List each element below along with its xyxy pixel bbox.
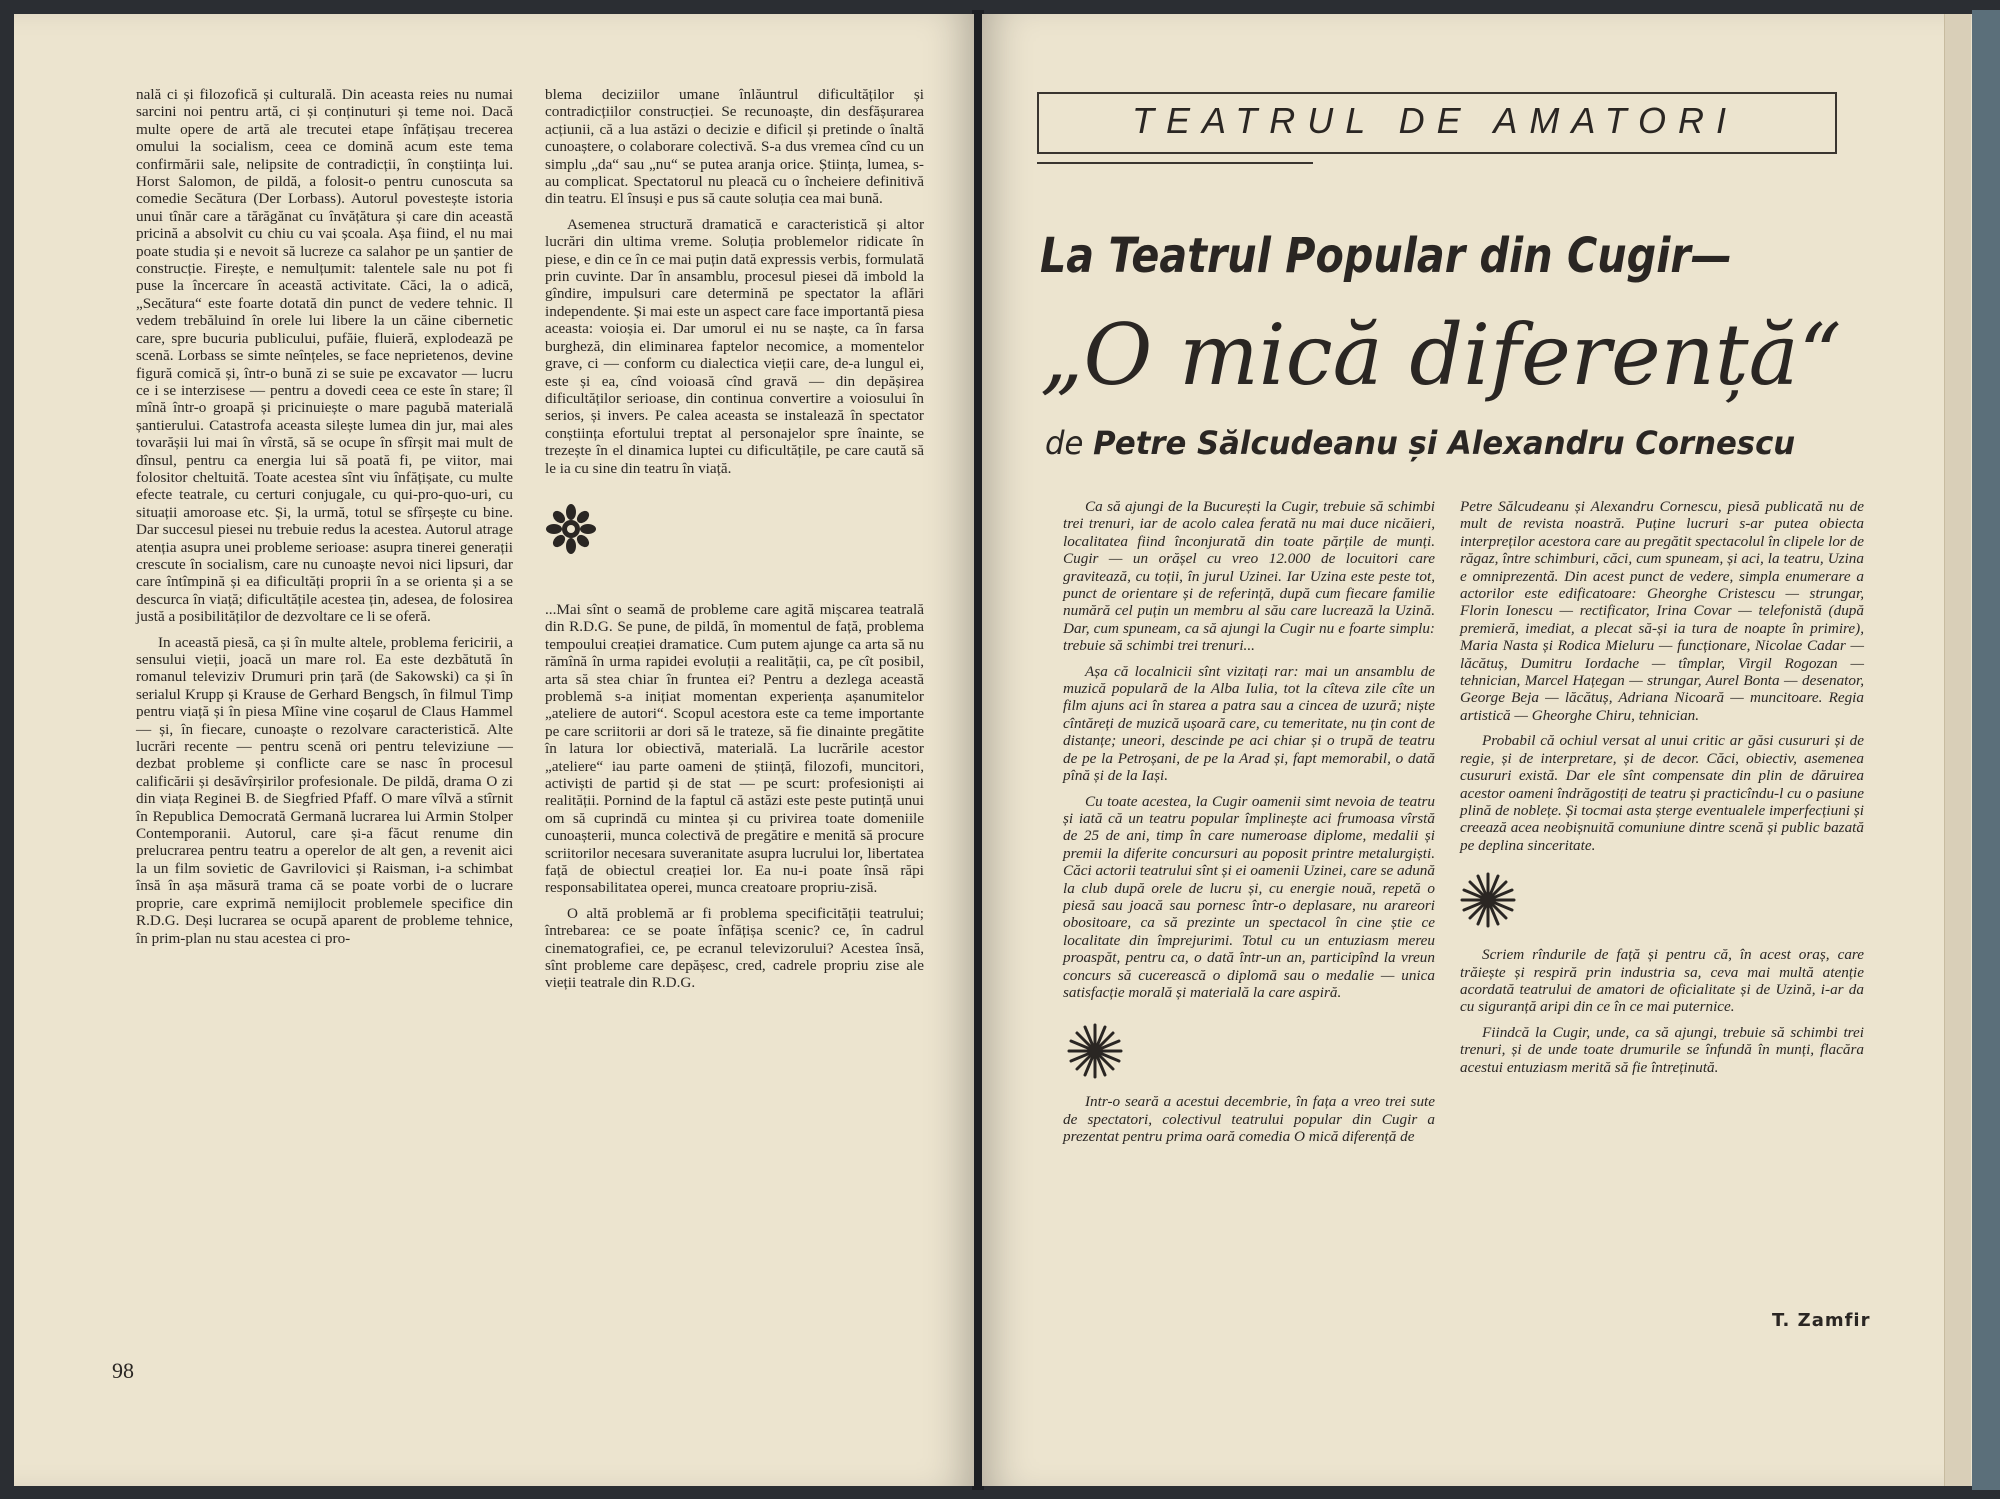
paragraph: Așa că localnicii sînt vizitați rar: mai un ansamblu de muzică populară de la Alba Iulia, tot la cîteva zile cîte un film ajuns aci în starea a patra sau a cincea de uzură; niște cîntăreți de muzică ușoară care, cu temeritate, nu țin cont de distanțe; uneori, descinde pe aci chiar și o trupă de teatru de pe la Petroșani, de pe la Arad și, fapt memorabil, o dată pînă și de la Iași. [1063, 662, 1435, 785]
paragraph: Probabil că ochiul versat al unui critic ar găsi cusururi și de regie, și de interpretare, și de decor. Căci, obiectiv, asemenea cusururi există. Dar ele sînt compensate din plin de dăruirea acestor oameni îndrăgostiți de teatru și practicîndu-l cu o pasiune plină de noblețe. Și tocmai asta șterge eventualele imperfecțiuni și creează acea neobișnuită comuniune dintre scenă și public bazată pe deplina sinceritate. [1460, 732, 1864, 854]
paragraph: In această piesă, ca și în multe altele, problema fericirii, a sensului vieții, joacă un mare rol. Ea este dezbătută în romanul televiziv Drumuri prin țară (de Sakowski) ca și în serialul Krupp și Krause de Gerhard Bengsch, în filmul Timp pentru viață și în piesa Mîine vine coșarul de Claus Hammel — și, în fiecare, cunoaște o rezolvare caracteristică. Alte lucrări recente — pentru scenă ori pentru televiziune — dezbat probleme și conflicte care se nasc în procesul calificării și desăvîrșirilor profesionale. De pildă, drama O zi din viața Reginei B. de Siegfried Pfaff. O mare vîlvă a stîrnit în Republica Democrată Germană lucrarea lui Armin Stolper Contemporanii. Autorul, care și-a făcut renume din prelucrarea pentru teatru a operelor de alt gen, a revenit aici la un film sovietic de Gavrilovici și Raisman, i-a schimbat însă în așa măsură trama că se poate vorbi de o lucrare proprie, care exprimă nemijlocit problemele specifice din R.D.G. Deși lucrarea se ocupă aparent de probleme tehnice, în prim-plan nu stau acestea ci pro- [136, 633, 513, 947]
header-underline [1037, 162, 1313, 164]
section-header: TEATRUL DE AMATORI [1131, 100, 1739, 141]
paragraph: Petre Sălcudeanu și Alexandru Cornescu, piesă publicată nu de mult de revista noastră. Puține lucruri s-ar putea obiecta interpreților acestora care au pregătit spectacolul în clipele lor de răgaz, între schimburi, căci, cum spuneam, și aci, la teatru, Uzina e omniprezentă. Din acest punct de vedere, simpla enumerare a actorilor este edificatoare: Gheorghe Cristescu — strungar, Florin Ionescu — rectificator, Irina Covar — telefonistă (după premieră, imediat, a plecat să-și ia tura de noapte în primire), Maria Nasta și Rodica Mieluru — funcționare, Nicolae Cadar — lăcătuș, Dumitru Iordache — tîmplar, Virgil Rogozan — tehnician, Marcel Hațegan — strungar, Aurel Bonta — desenator, George Beja — lăcătuș, Adriana Nicoară — muncitoare. Regia artistică — Gheorghe Chiru, tehnician. [1460, 498, 1864, 724]
article-title-line-1: La Teatrul Popular din Cugir— [1040, 228, 1732, 284]
subtitle-authors: Petre Sălcudeanu și Alexandru Cornescu [1093, 424, 1796, 462]
subtitle-prefix: de [1045, 424, 1084, 462]
ornament-spacer [1063, 1009, 1435, 1093]
page-edge [1944, 14, 1971, 1486]
article-subtitle [1045, 424, 1795, 462]
page-number: 98 [112, 1358, 134, 1383]
paragraph: nală ci și filozofică și culturală. Din aceasta reies nu numai sarcini noi pentru artă, ci și conținuturi și teme noi. Dacă multe opere de artă ale trecutei etape înfățișau trecerea omului la socialism, ceea ce domină acum este tema confirmării sale, nelipsite de contradicții, în conștiința lui. Horst Salomon, de pildă, a folosit-o pentru cunoscuta sa comedie Secătura (Der Lorbass). Autorul povestește istoria unui tînăr care a tărăgănat cu învățătura și care din această pricină a absolvit cu chiu cu vai școala. Așa fiind, el nu mai poate studia și e nevoit să lucreze ca salahor pe un șantier de construcție. Firește, e nemulțumit: talentele sale nu pot fi puse la încercare în această activitate. Căci, la o adică, „Secătura“ este foarte dotată din punct de vedere tehnic. Il vedem trebăluind în orele lui libere la un căine cibernetic care, spre bucuria publicului, pufăie, fluieră, explodează pe scenă. Lorbass se simte neînțeles, se face neprietenos, devine figură comică și, într-o bună zi se suie pe excavator — lucru ce i se interzisese — pentru a dovedi ceea ce este în stare; îl mînă într-o groapă și pricinuiește o mare pagubă materială șantierului. Catastrofa aceasta silește lumea din jur, mai ales tovarășii lui mai în vîrstă, să se ocupe în sfîrșit mai mult de dînsul, pentru ca energia lui să poată fi, pe viitor, mai folositor cheltuită. Toate acestea sînt viu înfățișate, cu multe efecte teatrale, cu certuri conjugale, cu qui-pro-quo-uri, cu situații amoroase etc. Și, la urmă, totul se sfîrșește cu bine. Dar succesul piesei nu trebuie redus la acestea. Autorul atrage atenția asupra unei probleme serioase: asupra tinerei generații crescute în socialism, care nu cunoaște nevoi nici lipsuri, dar care întîmpină și ea dificultăți proprii în a se orienta și a se descurca în viață; dificultățile acestea țin, adesea, de folosirea justă a posibilităților de dezvoltare ce li se oferă. [136, 86, 513, 626]
paragraph: ...Mai sînt o seamă de probleme care agită mișcarea teatrală din R.D.G. Se pune, de pildă, în momentul de față, problema tempoului creației dramatice. Cum putem ajunge ca arta să nu rămînă în urma rapidei evoluții a realității, ca, pe cît posibil, arta să stea chiar în fruntea ei? Pentru a dezlega această problemă s-a inițiat momentan experiența așanumitelor „ateliere de autori“. Scopul acestora este ca teme importante pe care scriitorii ar dori să le trateze, să fie dinainte pregătite în latura lor obiectivă, materială. La lucrările acestor „ateliere“ iau parte oameni de știință, filozofi, muncitori, activiști de partid și de stat — pe scurt: profesioniști ai realității. Pornind de la faptul că astăzi este peste putință unui om să cuprindă cu mintea și cu privirea toate domeniile cunoașterii, munca colectivă de pregătire e menită să procure scriitorilor necesara suveranitate asupra lucrului lor, libertatea față de obiectul creației lor. Ea nu-i poate însă răpi responsabilitatea operei, munca creatoare propriu-zisă. [545, 600, 924, 897]
book-cover-edge [1972, 10, 2000, 1490]
right-page-column-2 [1460, 498, 1864, 1084]
paragraph: Fiindcă la Cugir, unde, ca să ajungi, trebuie să schimbi trei trenuri, și de unde toate drumurile se înfundă în munți, flacăra acestui entuziasm merită să fie întreținută. [1460, 1023, 1864, 1076]
paragraph: O altă problemă ar fi problema specificității teatrului; întrebarea: ce se poate înfățișa scenic? ce, în cadrul cinematografiei, ce, pe ecranul televizorului? Acestea însă, sînt probleme care depășesc, cred, cadrele propriu zise ale vieții teatrale din R.D.G. [545, 904, 924, 992]
article-author: T. Zamfir [1772, 1310, 1871, 1331]
paragraph: Asemenea structură dramatică e caracteristică și altor lucrări din ultima vreme. Soluția problemelor ridicate în piese, e din ce în ce mai puțin dată expressis verbis, formulată prin cuvinte. Dar în ansamblu, procesul piesei dă imbold la gîndire, impulsuri care determină pe spectator la aflări independente. Și mai este un aspect care face importantă piesa aceasta: voioșia ei. Dar umorul ei nu se naște, ca în farsa burgheză, din eliminarea faptelor necomice, a momentelor grave, ci — conform cu dialectica vieții care, de-a lungul ei, este și ea, cînd voioasă cînd gravă — din depășirea dificultăților serioase, din continua convertire a voiosului în serios, și invers. Pe calea aceasta se instalează în spectator conștiința efortului treptat al personajelor spre înainte, se trezește în el dinamica luptei cu dificultățile, pe care caută să le ia cu sine din teatru în viață. [545, 215, 924, 477]
paragraph: Ca să ajungi de la București la Cugir, trebuie să schimbi trei trenuri, iar de acolo calea ferată nu mai duce nicăieri, localitatea fiind înconjurată din toate părțile de munți. Cugir — un orășel cu vreo 12.000 de locuitori care gravitează, cu toții, în jurul Uzinei. Iar Uzina este peste tot, punct de orientare și de referință, după cum fiecare familie numără cel puțin un membru al său care lucrează la Uzină. Dar, cum spuneam, ca să ajungi la Cugir nu e foarte simplu: trebuie să schimbi trei trenuri... [1063, 498, 1435, 655]
paragraph: Cu toate acestea, la Cugir oamenii simt nevoia de teatru și iată că un teatru popular împlinește aci frumoasa vîrstă de 25 de ani, timp în care numeroase diplome, medalii și premii la diferite concursuri au poposit printre metalurgiști. Căci actorii teatrului sînt și ei oamenii Uzinei, care se adună la club după orele de lucru și, cu energie nouă, repetă o piesă sau joacă sau pornesc într-o deplasare, nu arareori obositoare, ca să prezinte un spectacol în cine știe ce localitate din împrejurimi. Totul cu un entuziasm mereu proaspăt, pentru ca, o dată într-un an, participînd la vreun concurs să cucerească o diplomă sau o medalie — unica satisfacție morală și materială la care aspiră. [1063, 792, 1435, 1001]
ornament-spacer [545, 485, 924, 601]
paragraph: blema deciziilor umane înlăuntrul dificultăților și contradicțiilor construcției. Se recunoaște, din desfășurarea acțiunii, că a lua astăzi o decizie e dificil și pretinde o înaltă cunoaștere, o colaborare colectivă. S-a dus vremea cînd cu un simplu „da“ sau „nu“ se putea aranja orice. Știința, lumea, s-au complicat. Spectatorul nu pleacă cu o încheiere definitivă din teatru. El însuși e pus să caute soluția cea mai bună. [545, 86, 924, 208]
flower-ornament-icon [545, 503, 597, 555]
left-page-column-1 [136, 86, 513, 955]
article-title-line-2: „O mică diferență“ [1040, 306, 1842, 404]
paragraph: Scriem rîndurile de față și pentru că, în acest oraș, care trăiește și respiră prin industria sa, ceva mai multă atenție acordată teatrului de amatori de oficialitate și de Uzină, i-ar da cu siguranță aripi din ce în ce mai puternice. [1460, 946, 1864, 1016]
sun-ornament-icon [1460, 872, 1516, 928]
ornament-spacer [1460, 862, 1864, 946]
sun-ornament-icon [1067, 1023, 1123, 1079]
paragraph: Intr-o seară a acestui decembrie, în fața a vreo trei sute de spectatori, colectivul teatrului popular din Cugir a prezentat pentru prima oară comedia O mică diferență de [1063, 1093, 1435, 1146]
left-page-column-2 [545, 86, 924, 1000]
right-page-column-1 [1063, 498, 1435, 1154]
